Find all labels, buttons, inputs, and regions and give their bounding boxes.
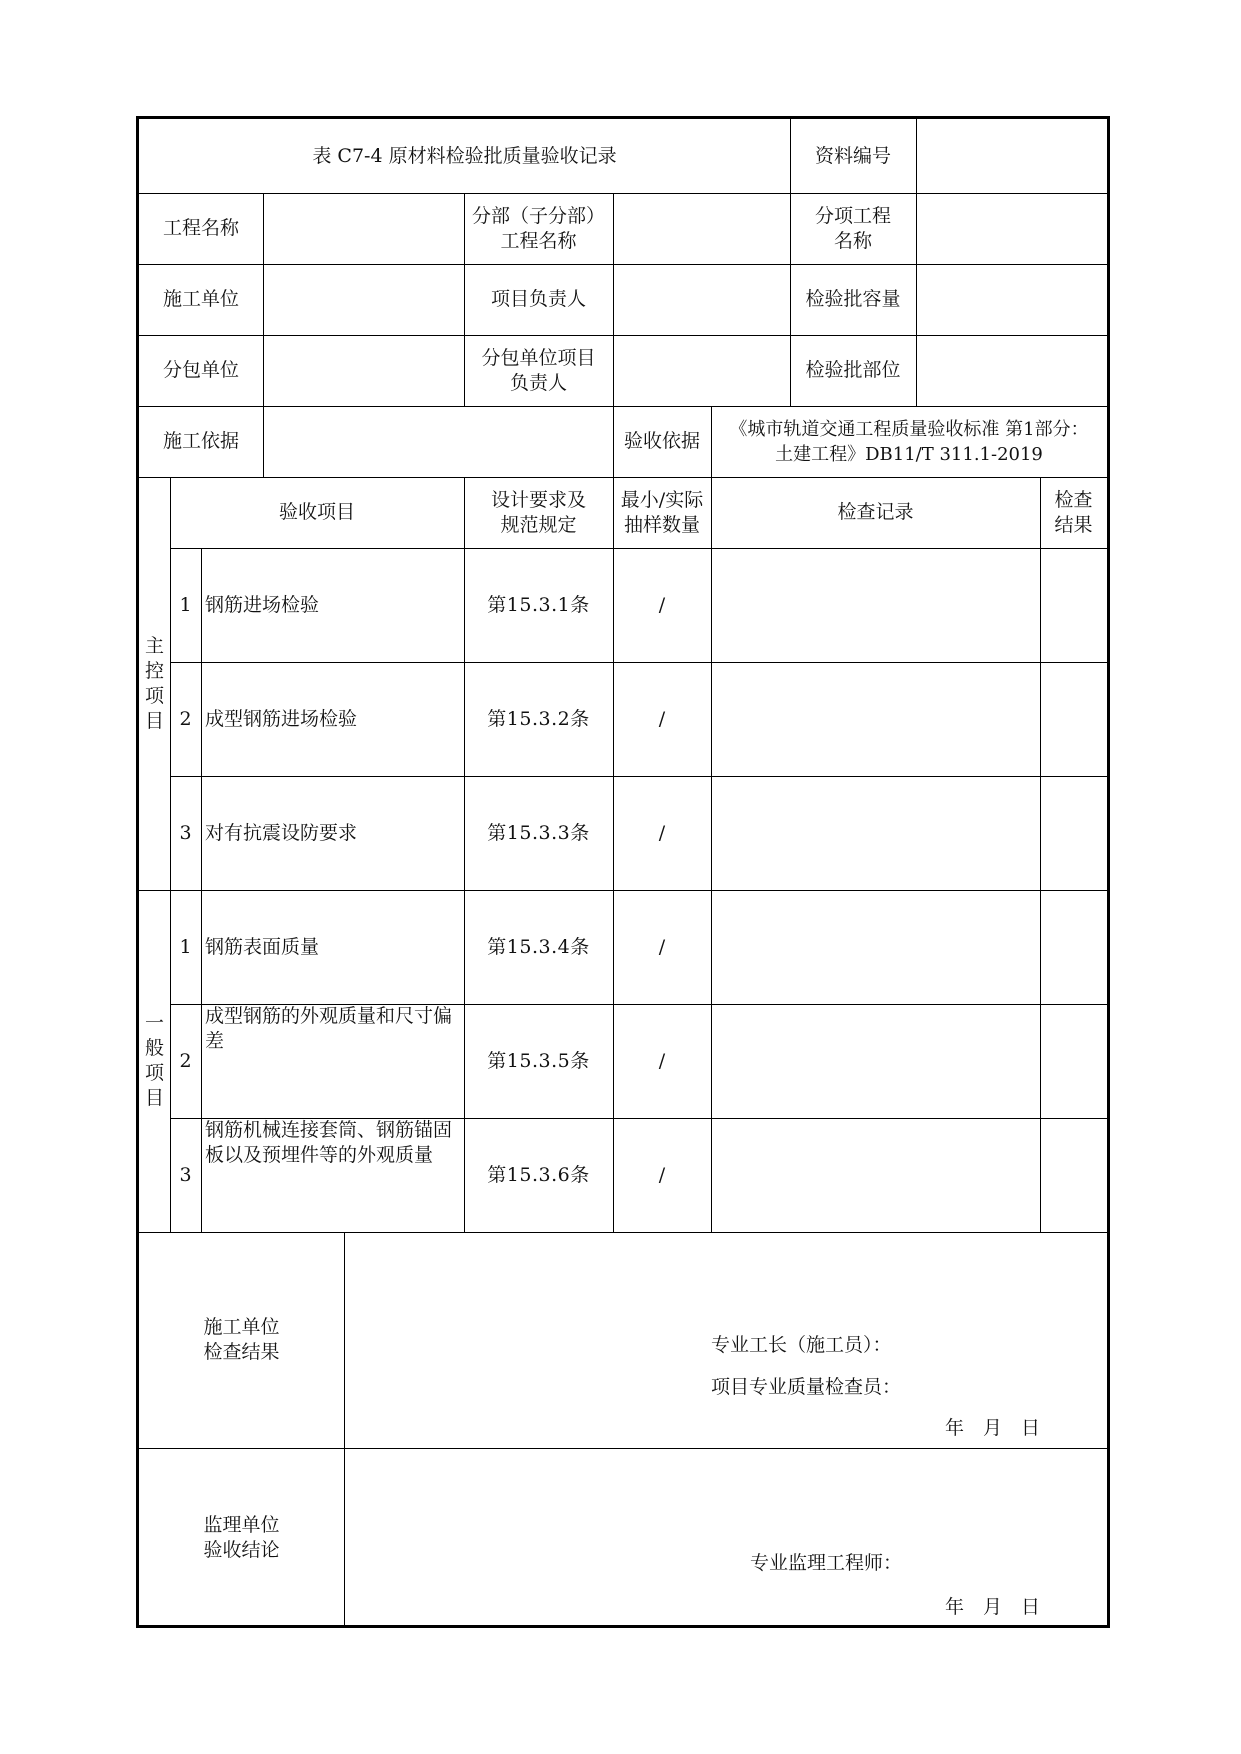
section-label-line: 施工单位 (203, 1316, 280, 1338)
col-header-line: 检查 (1054, 488, 1093, 511)
item-name-line: 成型钢筋的外观质量和尺寸偏 (205, 1005, 453, 1027)
item-result-field[interactable] (1040, 1004, 1107, 1118)
project-name-field[interactable] (263, 193, 464, 264)
subitem-label (790, 193, 916, 264)
group-char: 一 (144, 1012, 164, 1034)
item-sample: / (658, 821, 666, 844)
acceptance-basis-line: 土建工程》DB11/T 311.1-2019 (775, 443, 1043, 465)
item-sample: / (658, 707, 666, 730)
item-clause: 第15.3.6条 (487, 1163, 590, 1186)
item-number: 3 (179, 821, 192, 844)
item-number: 2 (179, 1049, 192, 1072)
col-header-sampling (613, 477, 711, 548)
col-header-line: 最小/实际 (620, 488, 704, 511)
item-record-field[interactable] (711, 1004, 1040, 1118)
acceptance-basis-line: 《城市轨道交通工程质量验收标准 第1部分： (729, 418, 1089, 440)
project-manager-label: 项目负责人 (490, 288, 586, 310)
sub-manager-label (464, 335, 613, 406)
col-header-design (464, 477, 613, 548)
project-name-label: 工程名称 (162, 217, 239, 239)
acceptance-record-form (136, 116, 1110, 1628)
section-label-line: 监理单位 (203, 1514, 280, 1536)
foreman-signature-label: 专业工长（施工员）： (711, 1334, 892, 1356)
subdivision-label (464, 193, 613, 264)
contractor-check-label (139, 1232, 344, 1448)
col-header-line: 抽样数量 (623, 513, 700, 536)
item-clause: 第15.3.3条 (487, 821, 590, 844)
subdivision-field[interactable] (613, 193, 790, 264)
form-title: 表 C7-4 原材料检验批质量验收记录 (312, 144, 617, 167)
item-number: 3 (179, 1163, 192, 1186)
sub-manager-label-line: 分包单位项目 (481, 346, 596, 369)
group-char: 主 (144, 634, 164, 657)
item-sample: / (658, 1163, 666, 1186)
inspector-signature-label: 项目专业质量检查员： (711, 1376, 902, 1398)
col-header-line: 规范规定 (500, 513, 577, 536)
project-manager-field[interactable] (613, 264, 790, 335)
construction-basis-field[interactable] (263, 406, 613, 477)
item-name-line: 钢筋机械连接套筒、钢筋锚固 (205, 1119, 453, 1141)
subdivision-label-line: 分部（子分部） (471, 204, 605, 227)
group-char: 控 (144, 659, 164, 682)
item-name: 钢筋表面质量 (205, 935, 320, 958)
item-sample: / (658, 935, 666, 958)
acceptance-basis-value (711, 406, 1107, 477)
item-number: 2 (179, 707, 192, 730)
supervisor-signature-label: 专业监理工程师： (750, 1552, 903, 1574)
item-clause: 第15.3.5条 (487, 1049, 590, 1072)
item-name: 成型钢筋进场检验 (205, 707, 358, 730)
group-main-control (139, 477, 170, 890)
col-header-line: 设计要求及 (490, 488, 586, 511)
item-name (201, 1118, 464, 1232)
supervisor-check-area[interactable] (345, 1448, 1107, 1628)
contractor-label: 施工单位 (162, 288, 239, 310)
item-clause: 第15.3.1条 (487, 593, 590, 616)
group-general (139, 890, 170, 1232)
item-clause: 第15.3.2条 (487, 707, 590, 730)
doc-number-field[interactable] (916, 119, 1107, 193)
item-name-line: 差 (205, 1030, 225, 1052)
item-name: 对有抗震设防要求 (205, 821, 358, 844)
group-char: 般 (144, 1037, 164, 1059)
item-number: 1 (179, 935, 192, 958)
col-header-item: 验收项目 (278, 501, 355, 523)
supervisor-date: 年 月 日 (945, 1596, 1041, 1618)
item-result-field[interactable] (1040, 1118, 1107, 1232)
sub-manager-label-line: 负责人 (509, 371, 567, 394)
item-result-field[interactable] (1040, 776, 1107, 890)
col-header-result (1040, 477, 1107, 548)
item-record-field[interactable] (711, 776, 1040, 890)
item-clause: 第15.3.4条 (487, 935, 590, 958)
subcontractor-label: 分包单位 (162, 359, 239, 381)
col-header-line: 结果 (1054, 513, 1093, 536)
subitem-field[interactable] (916, 193, 1107, 264)
item-name: 钢筋进场检验 (205, 593, 320, 616)
item-sample: / (658, 1049, 666, 1072)
section-label-line: 验收结论 (203, 1539, 280, 1561)
doc-number-label: 资料编号 (814, 144, 891, 167)
item-name-line: 板以及预埋件等的外观质量 (205, 1144, 434, 1166)
group-char: 项 (144, 684, 164, 707)
supervisor-check-label (139, 1448, 344, 1628)
item-result-field[interactable] (1040, 662, 1107, 776)
sub-manager-field[interactable] (613, 335, 790, 406)
contractor-check-area[interactable] (345, 1232, 1107, 1448)
acceptance-basis-label: 验收依据 (623, 430, 700, 452)
item-record-field[interactable] (711, 662, 1040, 776)
item-number: 1 (179, 593, 192, 616)
item-result-field[interactable] (1040, 890, 1107, 1004)
construction-basis-label: 施工依据 (162, 430, 239, 452)
subcontractor-field[interactable] (263, 335, 464, 406)
item-sample: / (658, 593, 666, 616)
group-char: 目 (144, 1087, 164, 1109)
batch-capacity-label: 检验批容量 (805, 288, 901, 310)
item-record-field[interactable] (711, 1118, 1040, 1232)
subitem-label-line: 名称 (833, 229, 872, 252)
batch-location-field[interactable] (916, 335, 1107, 406)
item-record-field[interactable] (711, 548, 1040, 662)
contractor-date: 年 月 日 (945, 1417, 1041, 1439)
section-label-line: 检查结果 (203, 1341, 280, 1363)
subdivision-label-line: 工程名称 (500, 229, 577, 252)
group-char: 目 (144, 709, 164, 732)
group-char: 项 (144, 1062, 164, 1084)
item-record-field[interactable] (711, 890, 1040, 1004)
col-header-record: 检查记录 (837, 501, 914, 523)
item-name (201, 1004, 464, 1118)
item-result-field[interactable] (1040, 548, 1107, 662)
batch-location-label: 检验批部位 (805, 359, 901, 381)
subitem-label-line: 分项工程 (814, 204, 891, 227)
batch-capacity-field[interactable] (916, 264, 1107, 335)
contractor-field[interactable] (263, 264, 464, 335)
